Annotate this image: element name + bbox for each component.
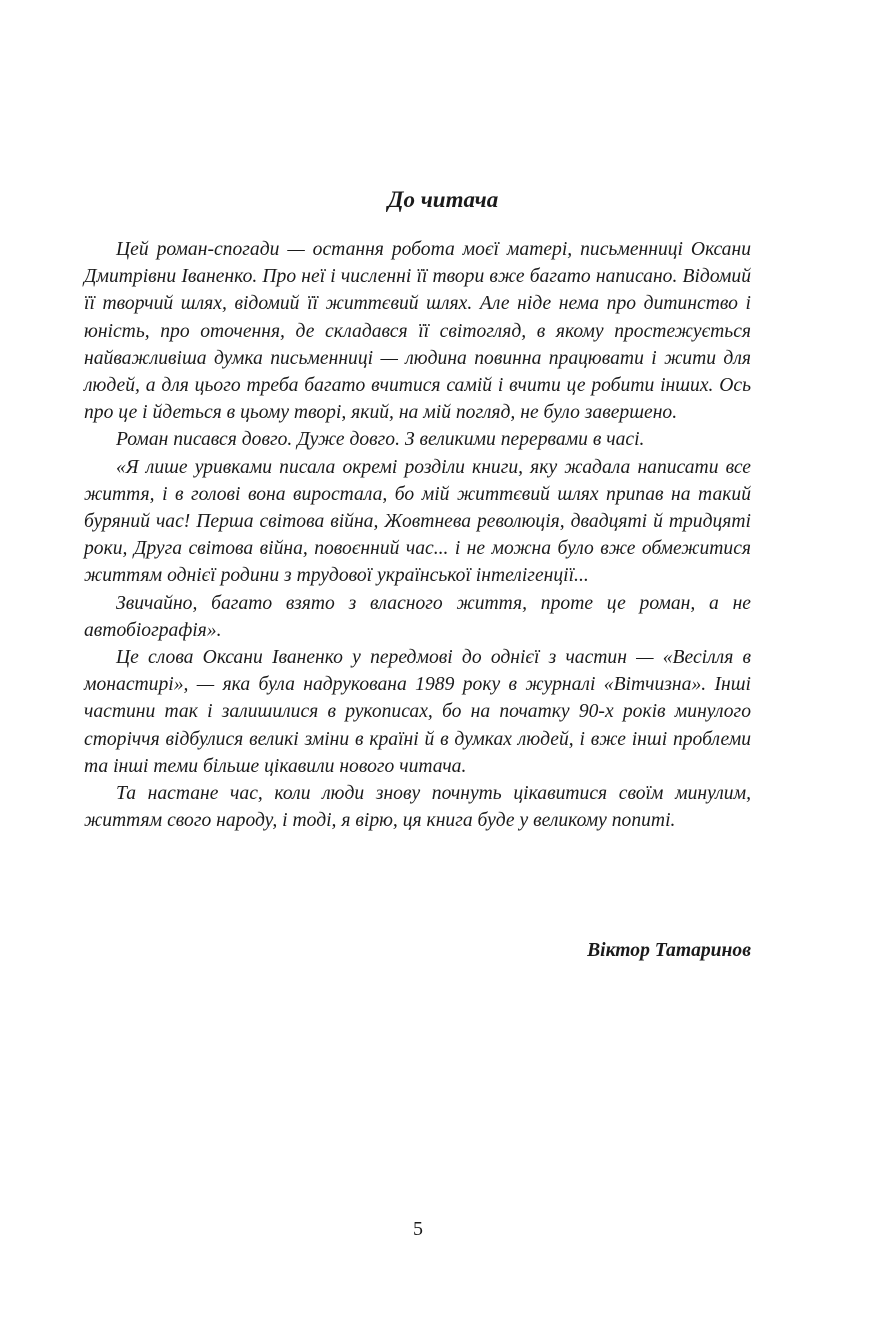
page-number: 5 [413,1218,423,1240]
paragraph: Це слова Оксани Іваненко у передмові до однієї з частин — «Весілля в монастирі», — яка була надрукована 1989 року в журналі «Вітчизна». Інші частини так і залишилися в рукописах, бо на початку 90-х років минулого сторіччя відбулися великі зміни в країні й в думках людей, і вже інші проблеми та інші теми більше цікавили нового читача. [84,647,751,777]
author-signature: Віктор Татаринов [587,940,751,961]
paragraph: Та настане час, коли люди знову почнуть цікавитися своїм минулим, життям свого народу, і тоді, я вірю, ця книга буде у великому попиті. [84,783,751,832]
body-text [84,236,751,834]
page-title: До читача [387,187,499,212]
paragraph: «Я лише уривками писала окремі розділи книги, яку жадала написати все життя, і в голові вона виростала, бо мій життєвий шлях припав на такий буряний час! Перша світова війна, Жовтнева революція, двадцяті й тридцяті роки, Друга світова війна, повоєнний час... і не можна було вже обмежитися життям однієї родини з трудової української інтелігенції... [84,456,751,587]
paragraph: Роман писався довго. Дуже довго. З великими перервами в часі. [116,429,645,451]
paragraph: Звичайно, багато взято з власного життя, проте це роман, а не автобіографія». [84,592,751,641]
paragraph: Цей роман-спогади — остання робота моєї матері, письменниці Оксани Дмитрівни Іваненко. Про неї і численні її твори вже багато написано. Відомий її творчий шлях, відомий її життєвий шлях. Але ніде нема про дитинство і юність, про оточення, де складався її світогляд, в якому простежується найважливіша думка письменниці — людина повинна працювати і жити для людей, а для цього треба багато вчитися самій і вчити це робити інших. Ось про це і йдеться в цьому творі, який, на мій погляд, не було завершено. [84,239,751,424]
